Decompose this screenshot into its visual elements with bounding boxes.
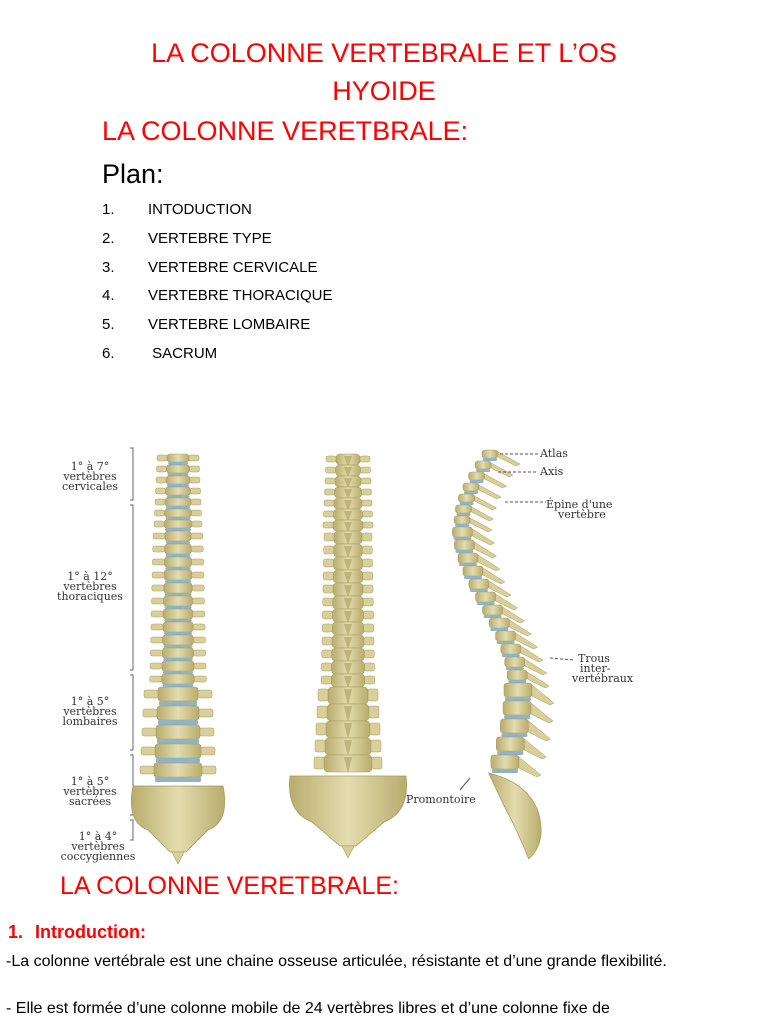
vertebra [154,763,202,777]
spine-label-line2: vertèbre [558,508,606,521]
spine-label-line1: Épine d'une [546,498,613,511]
spine-posterior-view [289,454,406,858]
vertebra [454,516,470,524]
vertebra [164,570,192,580]
transverse-process [324,511,334,517]
vertebra [166,476,190,484]
transverse-process [362,533,372,541]
intervertebral-disc [158,720,198,725]
transverse-process [192,510,202,516]
intervertebral-disc [453,537,471,540]
transverse-process [150,650,162,656]
transverse-process [202,766,216,774]
transverse-process [194,663,206,669]
transverse-process [193,624,205,630]
transverse-process [315,740,325,752]
transverse-process [369,706,379,718]
intervertebral-disc [456,513,470,516]
coccyx [342,846,354,858]
transverse-process [326,456,336,462]
transverse-process [152,559,164,565]
transverse-process [323,598,333,606]
intervertebral-disc [508,680,526,683]
plan-item [102,254,332,283]
intervertebral-disc [165,580,191,583]
intervertebral-disc [460,502,474,505]
transverse-process [143,709,157,717]
transverse-process [140,766,154,774]
plan-item-number: 1. [102,201,115,218]
plan-item-label: VERTEBRE TYPE [148,229,272,247]
transverse-process [326,467,336,473]
vertebra [505,657,525,667]
vertebra [500,719,528,733]
vertebra [454,540,474,550]
spinous-process [475,496,497,510]
intervertebral-disc [455,550,473,553]
vertebra [501,644,521,654]
intervertebral-disc [490,628,508,631]
transverse-process [363,559,373,567]
transverse-process [324,546,334,554]
transverse-process [194,676,206,682]
coccyx [172,852,184,864]
transverse-process [322,637,332,645]
transverse-process [152,598,164,604]
axis-label: Axis [540,465,564,478]
intervertebral-disc [168,462,188,465]
plan-item [102,225,332,254]
transverse-process [190,477,200,483]
transverse-process [370,723,380,735]
vertebra [164,583,192,593]
transverse-process [157,466,167,472]
vertebra [158,687,198,701]
thoracic-label-line3: thoraciques [57,590,123,603]
transverse-process [150,663,162,669]
vertebra [459,494,475,502]
transverse-process [362,500,372,506]
transverse-process [361,467,371,473]
cervical-label-line1: 1° à 7° [70,460,110,473]
vertebra [483,605,503,615]
vertebra [156,725,200,739]
vertebra [455,505,471,513]
vertebra [167,454,189,462]
vertebra [165,531,191,541]
intervertebral-disc [492,769,518,773]
plan-item-number: 2. [102,229,115,247]
vertebra [162,648,193,658]
transverse-process [192,521,202,527]
introduction-title: Introduction: [35,922,146,942]
intervertebral-disc [165,528,191,531]
vertebra [504,683,532,697]
coccygeal-label-line3: coccygiennes [60,850,136,863]
intervertebral-disc [464,576,482,579]
vertebra [452,527,472,537]
promontory-label: Promontoire [406,793,476,806]
transverse-process [363,511,373,517]
transverse-process [142,728,156,736]
plan-heading: Plan: [102,159,164,189]
sacral-label-line1: 1° à 5° [70,775,110,788]
transverse-process [152,585,164,591]
spinous-process [485,474,507,488]
vertebra [507,670,527,680]
transverse-process [362,546,372,554]
transverse-process [323,572,333,580]
vertebra [157,706,199,720]
transverse-process [191,533,203,539]
introduction-paragraph-2: - Elle est formée d’une colonne mobile de 24 vertèbres libres et d’une colonne fixe de [6,1000,610,1017]
transverse-process [193,598,205,604]
transverse-process [325,489,335,495]
transverse-process [151,624,163,630]
intervertebral-disc [476,469,490,472]
vertebra [463,483,479,491]
intervertebral-disc [464,491,478,494]
transverse-process [360,456,370,462]
vertebra [162,674,195,684]
transverse-process [325,478,335,484]
plan-item-label: INTODUCTION [148,201,252,218]
sacrum [131,786,224,852]
vertebra [469,472,485,480]
transverse-process [144,690,158,698]
transverse-process [154,521,164,527]
transverse-process [318,689,328,701]
lumbar-label-line2: vertèbres [63,705,117,718]
plan-item-label: SACRUM [148,344,218,362]
transverse-process [191,499,201,505]
transverse-process [201,747,215,755]
transverse-process [368,689,378,701]
sacrum-lateral [489,773,541,859]
intervertebral-disc [166,541,190,544]
lumbar-label-line1: 1° à 5° [70,695,110,708]
introduction-heading [8,920,146,944]
vertebra [476,592,496,602]
intervertebral-disc [470,480,484,483]
intervertebral-disc [504,715,530,719]
transverse-process [322,650,332,658]
plan-item-label: VERTEBRE LOMBAIRE [148,316,311,334]
intervertebral-disc [166,554,191,557]
transverse-process [364,650,374,658]
transverse-process [200,728,214,736]
vertebra [496,631,516,641]
plan-item-number: 3. [102,258,115,276]
transverse-process [152,572,164,578]
transverse-process [316,723,326,735]
spine-illustration [50,440,650,870]
sacrum [289,776,406,846]
transverse-process [192,572,204,578]
transverse-process [199,709,213,717]
cervical-label-line2: vertèbres [63,470,117,483]
transverse-process [363,598,373,606]
intervertebral-disc [484,615,502,618]
intervertebral-disc [164,645,193,648]
transverse-process [371,740,381,752]
transverse-process [364,637,374,645]
intervertebral-disc [455,524,469,527]
vertebra [463,566,483,576]
sacral-label-line3: sacrées [68,795,112,808]
intervertebral-disc [166,506,190,509]
transverse-process [189,455,199,461]
vertebra [475,461,491,469]
vertebra [162,661,194,671]
transverse-process [363,522,373,528]
vertebra [469,579,489,589]
transverse-process [317,706,327,718]
vertebra [155,744,201,758]
transverse-process [156,488,166,494]
intervertebral-disc [477,602,495,605]
intervertebral-disc [497,641,515,644]
transverse-process [194,650,206,656]
intervertebral-disc [483,458,497,461]
intervertebral-disc [165,593,191,596]
vertebra [491,755,519,769]
plan-item-number: 4. [102,287,115,305]
intervertebral-disc [501,733,527,737]
coccygeal-label-line1: 1° à 4° [78,830,118,843]
transverse-process [155,510,165,516]
vertebra [164,520,192,528]
plan-list [102,196,332,369]
document-title [0,34,768,110]
transverse-process [322,663,332,671]
coccygeal-label-line2: vertèbres [71,840,125,853]
spinous-process [519,757,541,777]
transverse-process [361,478,371,484]
spine-anterior-view [131,454,224,864]
vertebra [458,553,478,563]
intervertebral-disc [168,473,189,476]
vertebra [163,622,193,632]
transverse-process [323,522,333,528]
thoracic-label-line1: 1° à 12° [67,570,113,583]
intervertebral-disc [502,654,520,657]
intervertebral-disc [167,484,189,487]
intervertebral-disc [156,758,200,763]
transverse-process [153,546,165,552]
transverse-process [324,559,334,567]
plan-item [102,340,332,369]
transverse-process [365,663,375,671]
transverse-process [193,611,205,617]
transverse-process [157,455,167,461]
transverse-process [363,572,373,580]
intervertebral-disc [163,684,194,687]
transverse-process [321,676,331,684]
intervertebral-disc [164,632,192,635]
vertebra [489,618,509,628]
transverse-process [192,559,204,565]
transverse-process [151,637,163,643]
transverse-process [153,533,165,539]
transverse-process [151,611,163,617]
intervertebral-disc [165,606,192,609]
transverse-process [322,624,332,632]
spinous-process [491,463,513,477]
spinous-process [479,485,501,499]
intervertebral-disc [163,658,192,661]
vertebra [166,487,191,495]
intervertebral-disc [459,563,477,566]
intervertebral-disc [163,671,193,674]
intervertebral-disc [164,619,192,622]
vertebra [163,635,194,645]
plan-item [102,311,332,340]
transverse-process [323,611,333,619]
vertebra [164,557,191,567]
title-line-1: LA COLONNE VERTEBRALE ET L’OS [151,38,617,68]
introduction-paragraph-1: -La colonne vertébrale est une chaine osseuse articulée, résistante et d’une grande flexibilité. [6,953,667,970]
intervertebral-disc [157,739,199,744]
vertebra [167,465,190,473]
title-line-2: HYOIDE [332,76,436,106]
section-title-2: LA COLONNE VERETBRALE: [60,872,400,900]
transverse-process [192,585,204,591]
intervertebral-disc [159,701,197,706]
intervertebral-disc [155,777,201,782]
transverse-process [191,546,203,552]
cervical-label-line3: cervicales [61,480,119,493]
vertebra [496,737,524,751]
spinous-process [531,703,553,723]
transverse-process [190,466,200,472]
vertebra [165,509,192,517]
transverse-process [141,747,155,755]
vertebra [165,498,191,506]
transverse-process [156,477,166,483]
spinous-process [528,721,550,741]
foramina-label-line2: inter- [580,662,611,675]
plan-item [102,196,332,225]
plan-item-label: VERTEBRE CERVICALE [148,258,318,276]
vertebra [503,701,531,715]
transverse-process [314,757,324,769]
foramina-label-line3: vertébraux [572,672,634,685]
intervertebral-disc [165,567,190,570]
plan-item-number: 6. [102,344,115,362]
transverse-process [193,637,205,643]
transverse-process [198,690,212,698]
spinous-process [524,739,546,759]
transverse-process [323,585,333,593]
atlas-label: Atlas [540,447,568,460]
transverse-process [365,676,375,684]
intervertebral-disc [470,589,488,592]
spinous-process [532,685,554,705]
transverse-process [364,611,374,619]
transverse-process [363,585,373,593]
foramina-label-line1: Trous [578,652,610,665]
transverse-process [372,757,382,769]
intervertebral-disc [166,517,191,520]
plan-item-label: VERTEBRE THORACIQUE [148,287,333,305]
introduction-number: 1. [8,922,24,942]
thoracic-label-line2: vertèbres [63,580,117,593]
region-brackets [130,448,133,840]
vertebra [482,450,498,458]
transverse-process [364,624,374,632]
lumbar-label-line3: lombaires [62,715,118,728]
transverse-process [191,488,201,494]
vertebra [163,609,193,619]
transverse-process [150,676,162,682]
intervertebral-disc [506,667,524,670]
transverse-process [362,489,372,495]
plan-item [102,282,332,311]
section-subtitle: LA COLONNE VERETBRALE: [102,116,469,146]
intervertebral-disc [505,697,531,701]
vertebra [164,596,193,606]
transverse-process [324,500,334,506]
transverse-process [324,533,334,541]
transverse-process [155,499,165,505]
intervertebral-disc [497,751,523,755]
left-labels [57,460,136,863]
plan-item-number: 5. [102,316,115,334]
vertebra [165,544,192,554]
intervertebral-disc [167,495,190,498]
sacral-label-line2: vertèbres [63,785,117,798]
